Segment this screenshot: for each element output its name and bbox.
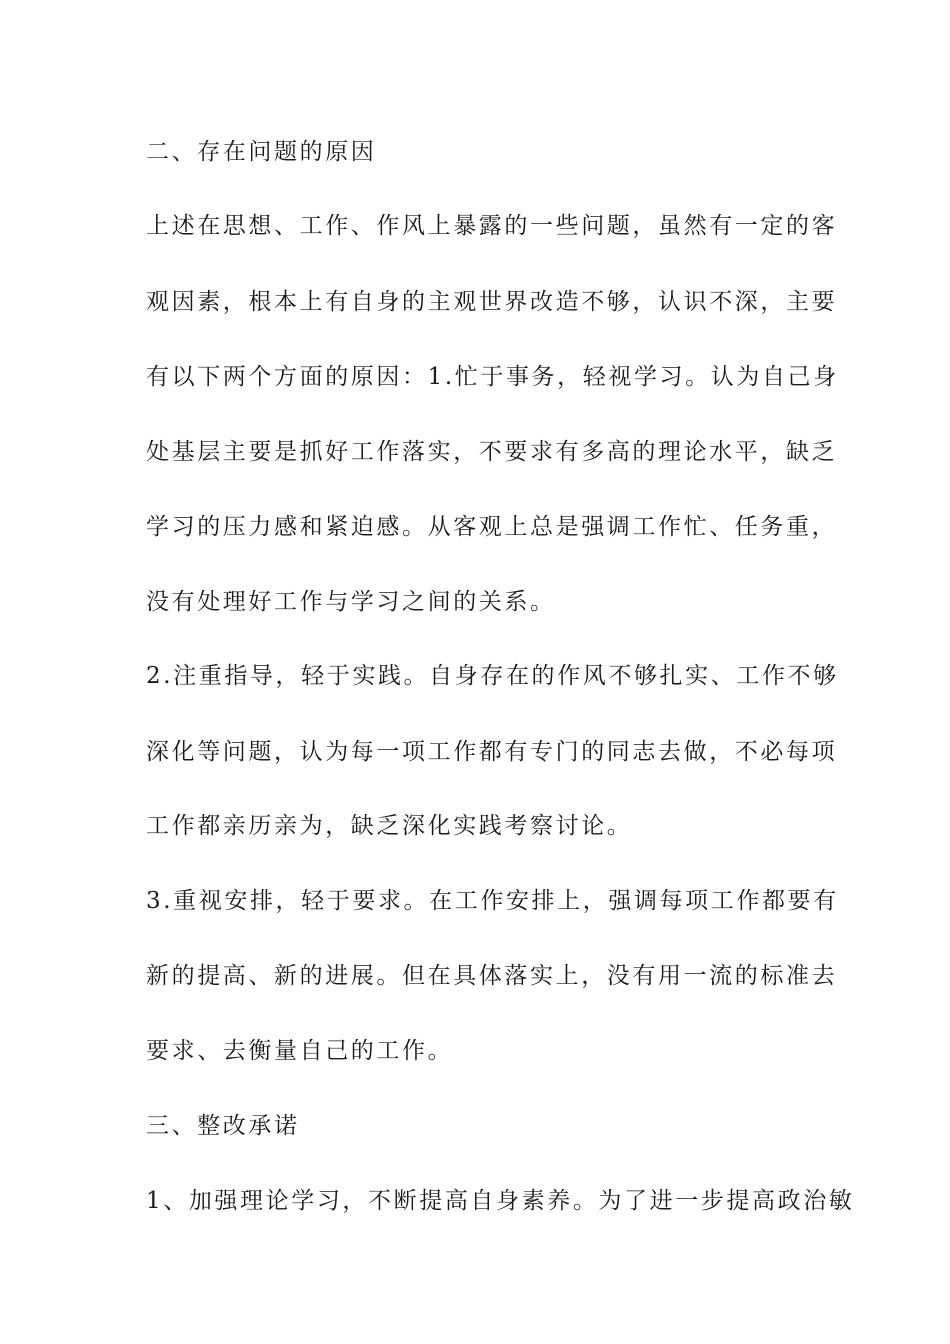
paragraph-line: 要求、去衡量自己的工作。 — [146, 1038, 454, 1064]
paragraph-line: 工作都亲历亲为，缺乏深化实践考察讨论。 — [146, 813, 633, 839]
paragraph-line: 学习的压力感和紧迫感。从客观上总是强调工作忙、任务重， — [146, 514, 838, 540]
paragraph-line: 没有处理好工作与学习之间的关系。 — [146, 589, 556, 615]
paragraph-line: 处基层主要是抓好工作落实，不要求有多高的理论水平，缺乏 — [146, 439, 838, 465]
paragraph-line: 2.注重指导，轻于实践。自身存在的作风不够扎实、工作不够 — [146, 663, 839, 689]
paragraph-line: 3.重视安排，轻于要求。在工作安排上，强调每项工作都要有 — [146, 888, 839, 914]
section-heading-causes: 二、存在问题的原因 — [146, 139, 377, 165]
paragraph-line: 深化等问题，认为每一项工作都有专门的同志去做，不必每项 — [146, 739, 838, 765]
paragraph-line: 有以下两个方面的原因：1.忙于事务，轻视学习。认为自己身 — [146, 364, 839, 390]
paragraph-line: 观因素，根本上有自身的主观世界改造不够，认识不深，主要 — [146, 289, 838, 315]
paragraph-line: 上述在思想、工作、作风上暴露的一些问题，虽然有一定的客 — [146, 213, 838, 239]
paragraph-line: 1、加强理论学习，不断提高自身素养。为了进一步提高政治敏 — [146, 1188, 855, 1214]
section-heading-commitment: 三、整改承诺 — [146, 1113, 300, 1139]
paragraph-line: 新的提高、新的进展。但在具体落实上，没有用一流的标准去 — [146, 963, 838, 989]
